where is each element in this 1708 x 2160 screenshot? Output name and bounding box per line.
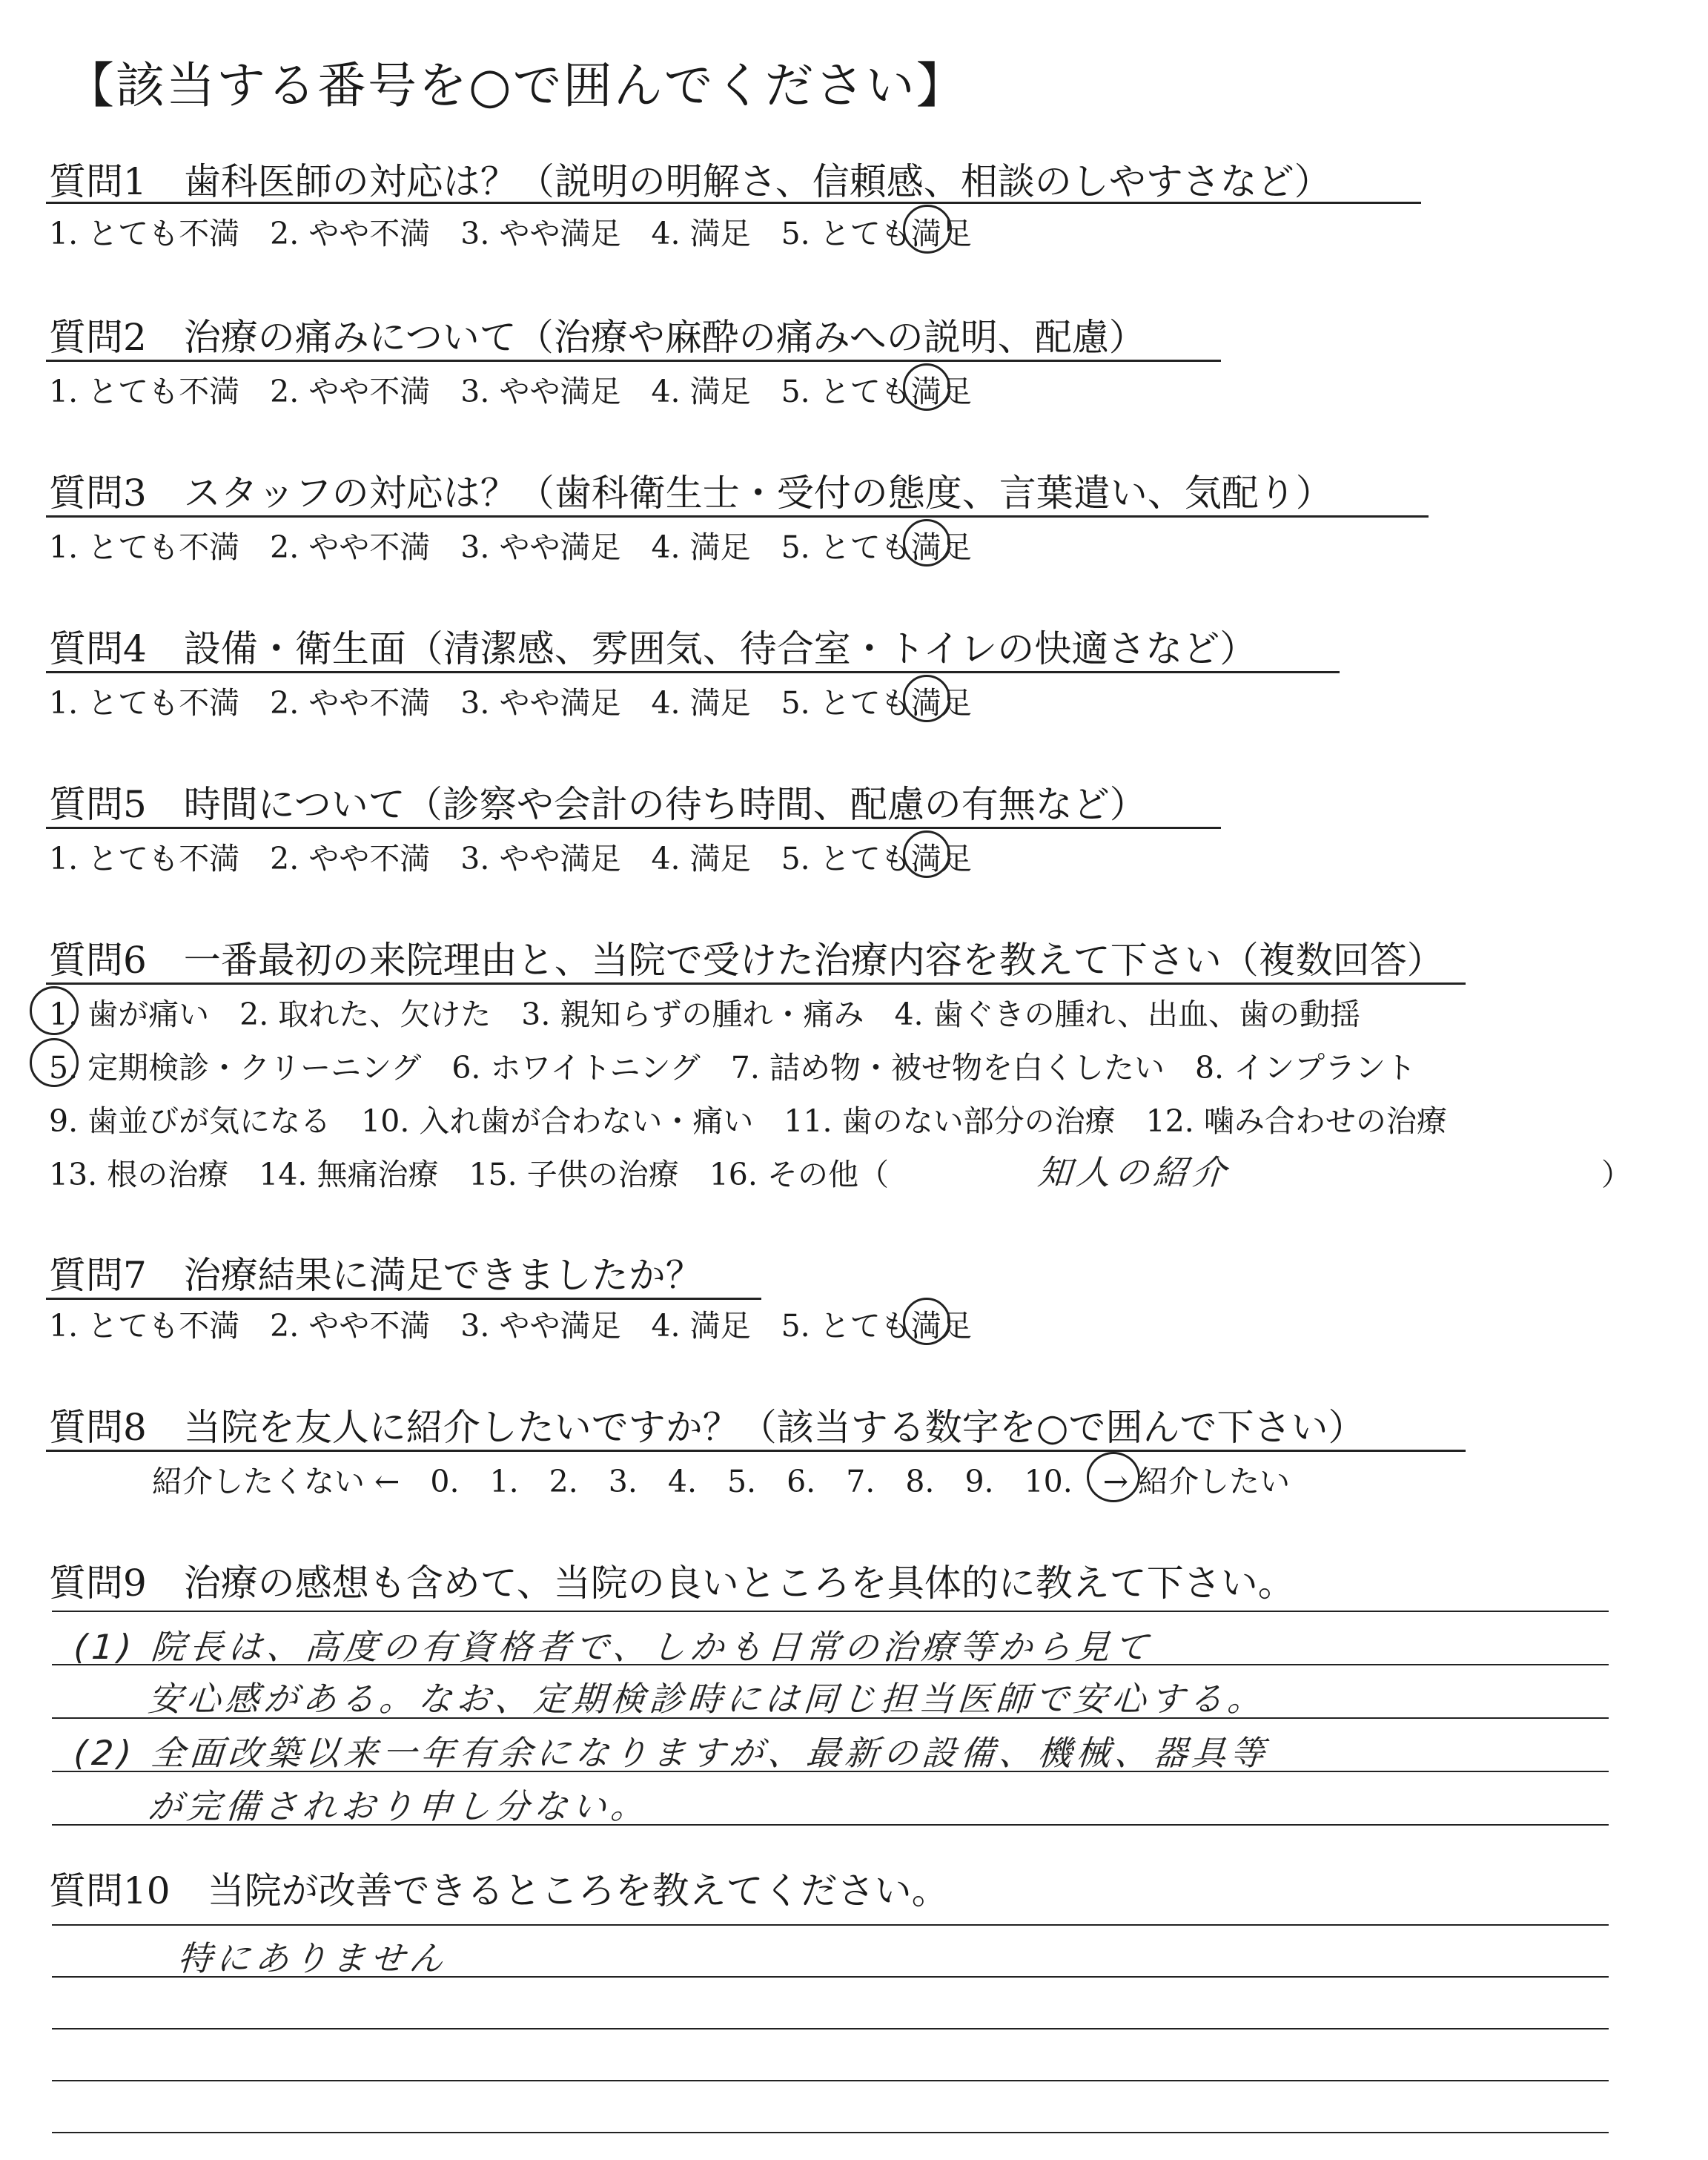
answer-9-text-4[interactable]: が完備されおり申し分ない。	[146, 1786, 651, 1826]
answer-circle-q5[interactable]	[903, 830, 950, 878]
answer-9-text-3[interactable]: (2) 全面改築以来一年有余になりますが、最新の設備、機械、器具等	[72, 1733, 1271, 1773]
divider	[46, 1450, 1466, 1452]
answer-9-text-1[interactable]: (1) 院長は、高度の有資格者で、しかも日常の治療等から見て	[72, 1627, 1154, 1667]
question-7-options: 1. とても不満 2. やや不満 3. やや満足 4. 満足 5. とても満足	[49, 1308, 972, 1344]
question-9: 質問9 治療の感想も含めて、当院の良いところを具体的に教えて下さい。	[49, 1562, 1295, 1605]
question-6-line-3: 9. 歯並びが気になる 10. 入れ歯が合わない・痛い 11. 歯のない部分の治療 12. 噛み合わせの治療	[49, 1103, 1447, 1139]
question-5: 質問5 時間について（診察や会計の待ち時間、配慮の有無など）	[49, 783, 1147, 826]
answer-9-text-2[interactable]: 安心感がある。なお、定期検診時には同じ担当医師で安心する。	[146, 1679, 1268, 1719]
question-3-options: 1. とても不満 2. やや不満 3. やや満足 4. 満足 5. とても満足	[49, 529, 972, 565]
answer-circle-q4[interactable]	[903, 675, 950, 722]
divider	[46, 360, 1221, 362]
divider	[46, 202, 1421, 204]
question-8: 質問8 当院を友人に紹介したいですか？（該当する数字を○で囲んで下さい）	[49, 1406, 1366, 1449]
question-7: 質問7 治療結果に満足できましたか？	[49, 1254, 703, 1297]
question-6-line-1: 1. 歯が痛い 2. 取れた、欠けた 3. 親知らずの腫れ・痛み 4. 歯ぐきの腫れ、出血、歯の動揺	[49, 997, 1361, 1032]
answer-line	[52, 1771, 1609, 1772]
question-2-options: 1. とても不満 2. やや不満 3. やや満足 4. 満足 5. とても満足	[49, 374, 972, 409]
answer-circle-q6-5[interactable]	[30, 1038, 79, 1087]
answer-line	[52, 2132, 1609, 2133]
question-6-line-2: 5. 定期検診・クリーニング 6. ホワイトニング 7. 詰め物・被せ物を白くしたい 8. インプラント	[49, 1050, 1417, 1086]
page-title: 【該当する番号を○で囲んでください】	[65, 57, 967, 114]
question-4-options: 1. とても不満 2. やや不満 3. やや満足 4. 満足 5. とても満足	[49, 685, 972, 721]
question-6: 質問6 一番最初の来院理由と、当院で受けた治療内容を教えて下さい（複数回答）	[49, 939, 1444, 982]
divider	[46, 827, 1221, 829]
answer-circle-q2[interactable]	[903, 363, 950, 411]
question-8-scale: 紹介したくない ← 0. 1. 2. 3. 4. 5. 6. 7. 8. 9. 10. → 紹介したい	[152, 1464, 1291, 1499]
answer-line	[52, 2028, 1609, 2029]
answer-circle-q6-1[interactable]	[30, 986, 79, 1035]
answer-circle-q3[interactable]	[903, 519, 950, 567]
answer-line	[52, 1717, 1609, 1719]
answer-line	[52, 1976, 1609, 1978]
answer-circle-q8[interactable]	[1087, 1452, 1140, 1502]
answer-10-text[interactable]: 特にありません	[176, 1938, 449, 1978]
divider	[46, 515, 1429, 518]
question-10: 質問10 当院が改善できるところを教えてください。	[49, 1869, 949, 1912]
other-handwritten-answer[interactable]: 知人の紹介	[1036, 1152, 1232, 1192]
answer-line	[52, 1824, 1609, 1826]
answer-line	[52, 1664, 1609, 1665]
question-2: 質問2 治療の痛みについて（治療や麻酔の痛みへの説明、配慮）	[49, 316, 1146, 359]
divider	[46, 1298, 761, 1300]
question-4: 質問4 設備・衛生面（清潔感、雰囲気、待合室・トイレの快適さなど）	[49, 627, 1257, 670]
question-5-options: 1. とても不満 2. やや不満 3. やや満足 4. 満足 5. とても満足	[49, 841, 972, 876]
answer-circle-q7[interactable]	[903, 1298, 950, 1345]
question-3: 質問3 スタッフの対応は？（歯科衛生士・受付の態度、言葉遣い、気配り）	[49, 472, 1333, 515]
divider	[46, 671, 1340, 673]
answer-circle-q1[interactable]	[903, 205, 952, 254]
question-1-options: 1. とても不満 2. やや不満 3. やや満足 4. 満足 5. とても満足	[49, 216, 972, 251]
answer-line	[52, 1924, 1609, 1926]
close-paren: ）	[1601, 1157, 1632, 1192]
question-6-line-4: 13. 根の治療 14. 無痛治療 15. 子供の治療 16. その他（	[49, 1157, 889, 1192]
answer-line	[52, 2080, 1609, 2081]
answer-line	[52, 1611, 1609, 1612]
question-1: 質問1 歯科医師の対応は？（説明の明解さ、信頼感、相談のしやすさなど）	[49, 160, 1331, 203]
divider	[46, 982, 1466, 985]
